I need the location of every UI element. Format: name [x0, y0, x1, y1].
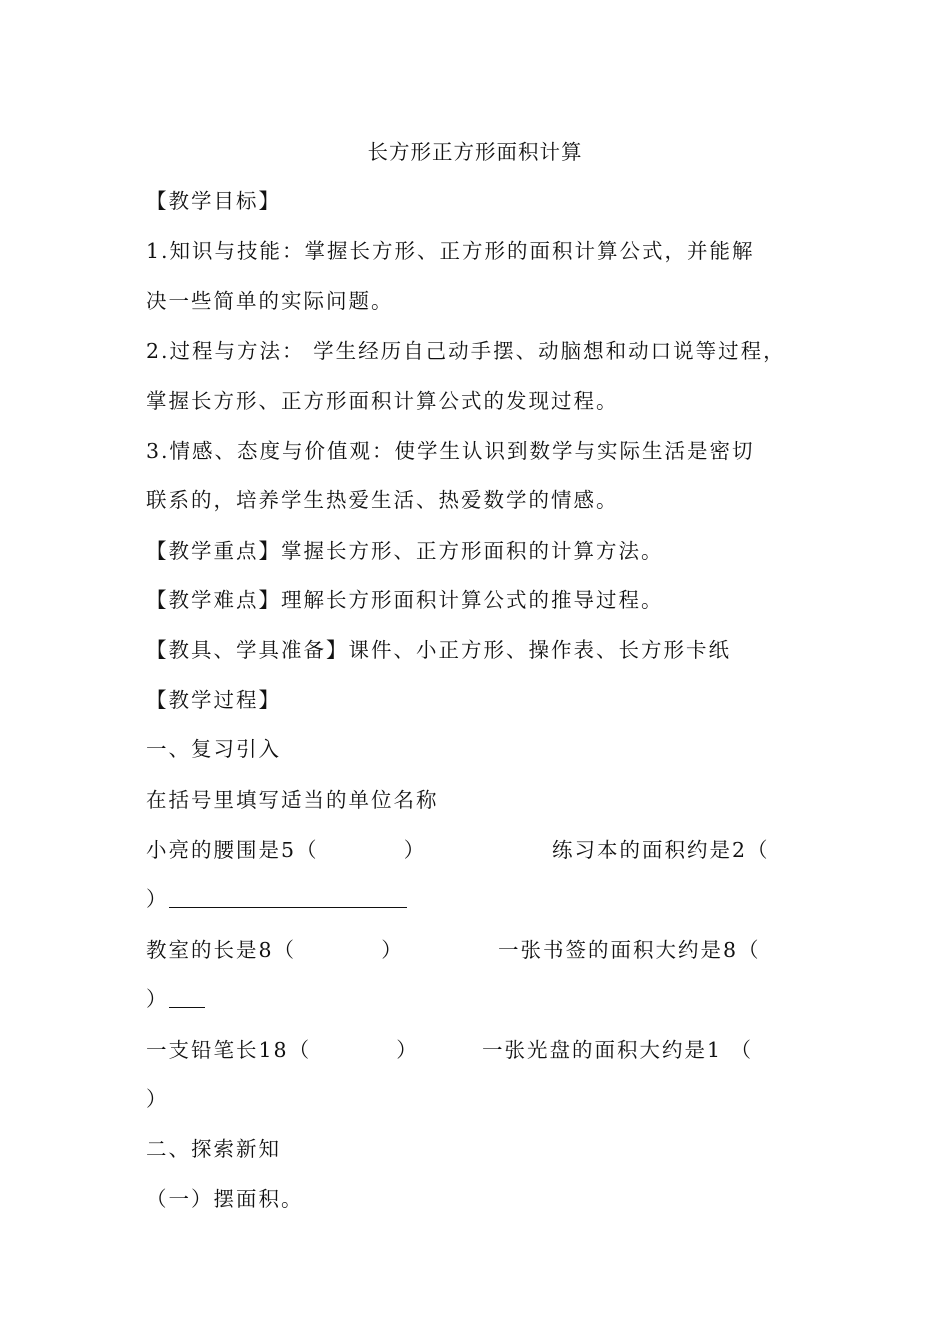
exercise-row-1-continuation [146, 885, 826, 913]
objective-3-line-1: 3.情感、态度与价值观：使学生认识到数学与实际生活是密切 [146, 439, 755, 463]
key-point: 【教学重点】掌握长方形、正方形面积的计算方法。 [146, 539, 664, 563]
objective-1-line-2: 决一些简单的实际问题。 [146, 289, 394, 313]
objective-1-line-1: 1.知识与技能：掌握长方形、正方形的面积计算公式，并能解 [146, 239, 755, 263]
difficulty-point: 【教学难点】理解长方形面积计算公式的推导过程。 [146, 588, 664, 612]
exercise-row-3-continuation [146, 1085, 826, 1113]
exercise-3-left: 一支铅笔长18（ ） [146, 1038, 419, 1062]
exercise-1-right: 练习本的面积约是2（ [552, 838, 770, 862]
exercise-instruction: 在括号里填写适当的单位名称 [146, 788, 439, 812]
objective-3-line-2: 联系的，培养学生热爱生活、热爱数学的情感。 [146, 488, 619, 512]
exercise-row-2-continuation [146, 985, 826, 1013]
objective-2-line-1: 2.过程与方法： 学生经历自己动手摆、动脑想和动口说等过程， [146, 339, 786, 363]
exercise-2-left: 教室的长是8（ ） [146, 938, 404, 962]
exercise-1-left: 小亮的腰围是5（ ） [146, 838, 427, 862]
section-review: 一、复习引入 [146, 737, 281, 761]
answer-blank-line [169, 987, 205, 1008]
objective-2-line-2: 掌握长方形、正方形面积计算公式的发现过程。 [146, 389, 619, 413]
exercise-3-close: ） [146, 1087, 169, 1111]
subsection-arrange-area: （一）摆面积。 [146, 1187, 304, 1211]
process-heading: 【教学过程】 [146, 688, 281, 712]
materials: 【教具、学具准备】课件、小正方形、操作表、长方形卡纸 [146, 638, 731, 662]
exercise-3-right: 一张光盘的面积大约是1 （ [482, 1038, 754, 1062]
exercise-2-right: 一张书签的面积大约是8（ [498, 938, 761, 962]
objectives-heading: 【教学目标】 [146, 189, 281, 213]
answer-blank-line [169, 887, 407, 908]
exercise-1-close: ） [146, 887, 169, 911]
exercise-2-close: ） [146, 987, 169, 1011]
document-title: 长方形正方形面积计算 [367, 140, 583, 164]
section-explore: 二、探索新知 [146, 1137, 281, 1161]
